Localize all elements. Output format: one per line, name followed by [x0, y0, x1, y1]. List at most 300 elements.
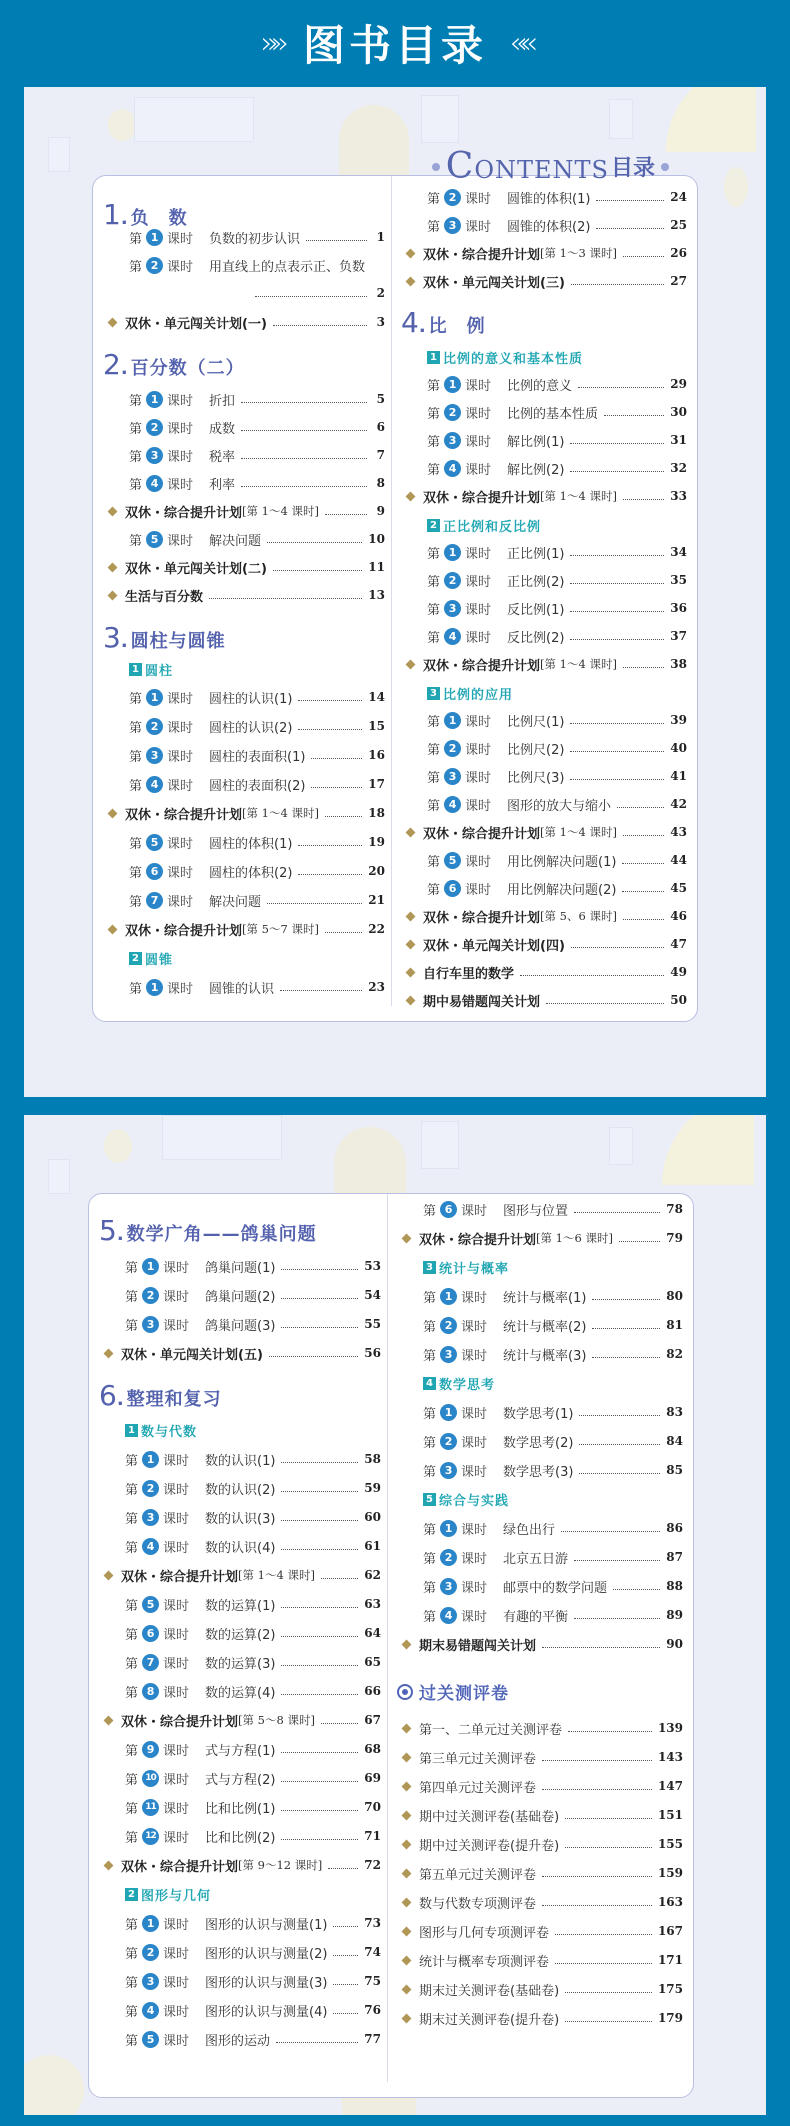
- entry-title: 数与代数专项测评卷: [419, 1896, 537, 1912]
- lesson-suffix: 课时: [167, 449, 194, 465]
- lesson-suffix: 课时: [465, 191, 492, 207]
- subsection-title: 图形与几何: [141, 1889, 212, 1904]
- entry-title: 期中过关测评卷(提升卷): [419, 1838, 560, 1854]
- diamond-icon: [103, 1715, 113, 1725]
- toc-entry[interactable]: [99, 1340, 381, 1366]
- lesson-suffix: 课时: [163, 1917, 190, 1933]
- entry-title: 用比例解决问题(2): [507, 882, 617, 898]
- lesson-prefix: 第: [427, 854, 441, 870]
- toc-entry[interactable]: [103, 713, 385, 739]
- toc-entry[interactable]: [103, 800, 385, 826]
- page-number: 31: [670, 433, 687, 447]
- dot-leader: [298, 845, 362, 846]
- page-number: 78: [666, 1202, 683, 1216]
- lesson-number-badge: 3: [142, 1316, 159, 1333]
- entry-title: 邮票中的数学问题: [503, 1580, 608, 1596]
- entry-title: 数的认识(2): [205, 1482, 276, 1498]
- page-number: 84: [666, 1434, 683, 1448]
- toc-entry[interactable]: [397, 1860, 683, 1886]
- dot-leader: [281, 1298, 358, 1299]
- toc-entry[interactable]: [99, 2026, 381, 2052]
- dot-leader: [325, 514, 367, 515]
- lesson-prefix: 第: [423, 1464, 437, 1480]
- toc-entry[interactable]: [397, 1196, 683, 1222]
- dot-leader: [241, 402, 367, 403]
- subsection-number-badge: 1: [125, 1424, 138, 1437]
- toc-entry[interactable]: [401, 847, 687, 873]
- diamond-icon: [405, 995, 415, 1005]
- lesson-number-badge: 3: [444, 768, 461, 785]
- entry-title: 第四单元过关测评卷: [419, 1780, 537, 1796]
- lesson-number-badge: 1: [440, 1404, 457, 1421]
- toc-entry[interactable]: [397, 1631, 683, 1657]
- dot-leader: [542, 1760, 652, 1761]
- chapter-heading[interactable]: [401, 306, 486, 339]
- toc-entry[interactable]: [397, 1947, 683, 1973]
- page-number: 45: [670, 881, 687, 895]
- entry-title: 反比例(2): [507, 630, 565, 646]
- subsection-heading[interactable]: [125, 1885, 211, 1904]
- toc-entry[interactable]: [103, 554, 385, 580]
- entry-title: 第五单元过关测评卷: [419, 1867, 537, 1883]
- toc-entry[interactable]: [401, 931, 687, 957]
- chapter-dot: .: [116, 1224, 124, 1245]
- chapter-heading[interactable]: [99, 1379, 222, 1412]
- lesson-suffix: 课时: [465, 574, 492, 590]
- dot-leader: [592, 1357, 660, 1358]
- diamond-icon: [107, 506, 117, 516]
- toc-entry[interactable]: [99, 1794, 381, 1820]
- entry-title: 圆柱的表面积(2): [209, 778, 306, 794]
- dot-leader: [325, 932, 362, 933]
- entry-title: 统计与概率(1): [503, 1290, 587, 1306]
- toc-entry[interactable]: [401, 903, 687, 929]
- entry-title: 双休・单元闯关计划(四): [423, 938, 565, 954]
- toc-entry[interactable]: [401, 539, 687, 565]
- lesson-prefix: 第: [125, 1685, 139, 1701]
- page-number: 3: [376, 315, 385, 329]
- dot-leader: [281, 1327, 358, 1328]
- chapter-dot: .: [120, 631, 128, 652]
- entry-title: 双休・综合提升计划: [423, 826, 541, 842]
- entry-title: 用直线上的点表示正、负数: [209, 259, 366, 275]
- dot-leader: [570, 611, 664, 612]
- page-number: 16: [368, 748, 385, 762]
- lesson-prefix: 第: [427, 546, 441, 562]
- lesson-number-badge: 1: [440, 1288, 457, 1305]
- toc-entry[interactable]: [99, 1533, 381, 1559]
- dot-leader: [570, 583, 664, 584]
- lesson-range: [第 1～4 课时]: [540, 825, 617, 839]
- toc-entry[interactable]: [103, 309, 385, 335]
- toc-entry[interactable]: [401, 371, 687, 397]
- toc-entry[interactable]: [99, 1852, 381, 1878]
- subsection-heading[interactable]: [129, 660, 173, 679]
- dot-leader: [325, 816, 362, 817]
- lesson-number-badge: 3: [146, 747, 163, 764]
- subsection-heading[interactable]: [423, 1374, 495, 1393]
- subsection-title: 统计与概率: [439, 1262, 510, 1277]
- dot-leader: [571, 284, 664, 285]
- lesson-prefix: 第: [423, 1551, 437, 1567]
- page-number: 13: [368, 588, 385, 602]
- toc-entry[interactable]: [397, 2005, 683, 2031]
- toc-entry[interactable]: [401, 399, 687, 425]
- toc-entry[interactable]: [99, 1253, 381, 1279]
- toc-entry[interactable]: [99, 1997, 381, 2023]
- diamond-icon: [401, 1926, 411, 1936]
- page-number: 86: [666, 1521, 683, 1535]
- dot-leader: [596, 200, 664, 201]
- toc-entry[interactable]: [401, 707, 687, 733]
- column-divider: [387, 1194, 388, 2082]
- lesson-prefix: 第: [125, 1627, 139, 1643]
- toc-entry[interactable]: [401, 184, 687, 210]
- toc-entry[interactable]: [103, 224, 385, 250]
- entry-title: 比例的基本性质: [507, 406, 599, 422]
- lesson-prefix: 第: [125, 1289, 139, 1305]
- dot-leader: [570, 443, 664, 444]
- lesson-suffix: 课时: [465, 602, 492, 618]
- lesson-number-badge: 2: [444, 740, 461, 757]
- entry-title: 圆锥的体积(1): [507, 191, 591, 207]
- toc-entry[interactable]: [401, 623, 687, 649]
- lesson-suffix: 课时: [167, 393, 194, 409]
- dot-leader: [571, 947, 664, 948]
- subsection-number-badge: 4: [423, 1377, 436, 1390]
- dot-leader: [623, 667, 664, 668]
- lesson-prefix: 第: [427, 378, 441, 394]
- diamond-icon: [405, 827, 415, 837]
- toc-entry[interactable]: [397, 1544, 683, 1570]
- page-number: 64: [364, 1626, 381, 1640]
- toc-entry[interactable]: [397, 1744, 683, 1770]
- toc-entry[interactable]: [401, 483, 687, 509]
- subsection-heading[interactable]: [427, 348, 583, 367]
- toc-entry[interactable]: [401, 595, 687, 621]
- toc-entry[interactable]: [99, 1475, 381, 1501]
- entry-title: 期末易错题闯关计划: [419, 1638, 537, 1654]
- toc-entry[interactable]: [397, 1283, 683, 1309]
- lesson-prefix: 第: [125, 1511, 139, 1527]
- subsection-heading[interactable]: [427, 516, 541, 535]
- chapter-heading[interactable]: [103, 621, 226, 654]
- page-number: 71: [364, 1829, 381, 1843]
- toc-card: [88, 1193, 694, 2098]
- dot-leader: [579, 1473, 660, 1474]
- toc-entry[interactable]: [99, 1736, 381, 1762]
- lesson-suffix: 课时: [163, 2004, 190, 2020]
- test-section-heading[interactable]: [397, 1679, 509, 1704]
- entry-title: 解决问题: [209, 894, 262, 910]
- lesson-prefix: 第: [129, 981, 143, 997]
- chapter-heading[interactable]: [103, 348, 245, 381]
- toc-entry[interactable]: [103, 386, 385, 412]
- toc-entry[interactable]: [103, 771, 385, 797]
- toc-entry[interactable]: [99, 1504, 381, 1530]
- dot-leader: [579, 1444, 660, 1445]
- entry-title: 数的运算(3): [205, 1656, 276, 1672]
- toc-entry[interactable]: [103, 252, 385, 278]
- lesson-prefix: 第: [423, 1290, 437, 1306]
- lesson-suffix: 课时: [163, 1627, 190, 1643]
- lesson-number-badge: 2: [440, 1433, 457, 1450]
- entry-title: 比例的意义: [507, 378, 573, 394]
- toc-entry[interactable]: [397, 1602, 683, 1628]
- lesson-suffix: 课时: [163, 1830, 190, 1846]
- dot-leader: [568, 1731, 652, 1732]
- lesson-number-badge: 2: [440, 1549, 457, 1566]
- diamond-icon: [405, 967, 415, 977]
- lesson-prefix: 第: [125, 1830, 139, 1846]
- entry-title: 双休・综合提升计划: [423, 658, 541, 674]
- subsection-title: 正比例和反比例: [443, 520, 542, 535]
- subsection-number-badge: 2: [129, 952, 142, 965]
- toc-entry[interactable]: [397, 1399, 683, 1425]
- entry-title: 折扣: [209, 393, 236, 409]
- subsection-heading[interactable]: [427, 684, 513, 703]
- lesson-prefix: 第: [125, 1946, 139, 1962]
- toc-entry[interactable]: [103, 858, 385, 884]
- diamond-icon: [405, 248, 415, 258]
- toc-entry[interactable]: [397, 1918, 683, 1944]
- entry-title: 数的运算(2): [205, 1627, 276, 1643]
- toc-entry[interactable]: [99, 1939, 381, 1965]
- toc-entry[interactable]: [401, 791, 687, 817]
- dot-leader: [565, 1818, 652, 1819]
- dot-leader: [209, 598, 362, 599]
- lesson-range: [第 1～3 课时]: [540, 246, 617, 260]
- lesson-range: [第 1～4 课时]: [242, 806, 319, 820]
- lesson-prefix: 第: [427, 770, 441, 786]
- dot-leader: [281, 1549, 358, 1550]
- dot-leader: [333, 1955, 358, 1956]
- bullet-dot-icon: [661, 163, 669, 171]
- chapter-title: 数学广角——鸽巢问题: [126, 1224, 317, 1245]
- toc-entry[interactable]: [397, 1773, 683, 1799]
- toc-entry[interactable]: [103, 829, 385, 855]
- toc-entry[interactable]: [103, 742, 385, 768]
- toc-entry[interactable]: [99, 1910, 381, 1936]
- lesson-suffix: 课时: [465, 219, 492, 235]
- toc-entry[interactable]: [397, 1889, 683, 1915]
- diamond-icon: [401, 1723, 411, 1733]
- toc-entry[interactable]: [103, 442, 385, 468]
- toc-entry[interactable]: [103, 684, 385, 710]
- subsection-heading[interactable]: [129, 949, 173, 968]
- page-number: 38: [670, 657, 687, 671]
- toc-entry[interactable]: [99, 1620, 381, 1646]
- lesson-prefix: 第: [427, 882, 441, 898]
- toc-entry[interactable]: [99, 1591, 381, 1617]
- toc-entry[interactable]: [397, 1831, 683, 1857]
- lesson-number-badge: 1: [444, 712, 461, 729]
- toc-entry[interactable]: [397, 1312, 683, 1338]
- toc-entry[interactable]: [397, 1976, 683, 2002]
- toc-entry[interactable]: [401, 240, 687, 266]
- toc-entry[interactable]: [103, 498, 385, 524]
- page-number: 50: [670, 993, 687, 1007]
- toc-entry[interactable]: [99, 1765, 381, 1791]
- lesson-range: [第 9～12 课时]: [238, 1858, 323, 1872]
- toc-entry[interactable]: [103, 582, 385, 608]
- lesson-range: [第 1～4 课时]: [540, 657, 617, 671]
- toc-entry[interactable]: [103, 414, 385, 440]
- entry-title: 期末过关测评卷(提升卷): [419, 2012, 560, 2028]
- page-number: 87: [666, 1550, 683, 1564]
- entry-title: 比例尺(2): [507, 742, 565, 758]
- toc-entry[interactable]: [99, 1446, 381, 1472]
- page-number: 82: [666, 1347, 683, 1361]
- diamond-icon: [107, 562, 117, 572]
- page-number: 41: [670, 769, 687, 783]
- page-number: 30: [670, 405, 687, 419]
- entry-title: 数的运算(4): [205, 1685, 276, 1701]
- toc-entry[interactable]: [99, 1968, 381, 1994]
- toc-entry[interactable]: [401, 763, 687, 789]
- dot-leader: [542, 1789, 652, 1790]
- toc-entry[interactable]: [401, 212, 687, 238]
- page-number: 79: [666, 1231, 683, 1245]
- decor-rect: [48, 1159, 70, 1194]
- lesson-number-badge: 2: [142, 1480, 159, 1497]
- lesson-prefix: 第: [423, 1609, 437, 1625]
- dot-leader: [241, 458, 367, 459]
- toc-entry[interactable]: [401, 268, 687, 294]
- toc-entry[interactable]: [401, 987, 687, 1013]
- subsection-heading[interactable]: [125, 1421, 197, 1440]
- diamond-icon: [107, 808, 117, 818]
- lesson-number-badge: 5: [146, 531, 163, 548]
- lesson-prefix: 第: [427, 434, 441, 450]
- toc-entry[interactable]: [401, 455, 687, 481]
- toc-entry[interactable]: [401, 735, 687, 761]
- toc-entry[interactable]: [103, 470, 385, 496]
- dot-leader: [542, 1905, 652, 1906]
- toc-entry[interactable]: [401, 819, 687, 845]
- lesson-suffix: 课时: [465, 462, 492, 478]
- lesson-number-badge: 3: [146, 447, 163, 464]
- lesson-number-badge: 3: [142, 1973, 159, 1990]
- dot-leader: [520, 975, 664, 976]
- entry-title: 圆柱的体积(2): [209, 865, 293, 881]
- decor-rect: [134, 97, 254, 142]
- toc-entry[interactable]: [103, 280, 385, 306]
- toc-entry[interactable]: [401, 567, 687, 593]
- subsection-title: 圆柱: [145, 664, 174, 679]
- page-number: 46: [670, 909, 687, 923]
- lesson-prefix: 第: [125, 1260, 139, 1276]
- lesson-prefix: 第: [427, 742, 441, 758]
- entry-title: 双休・单元闯关计划(五): [121, 1347, 263, 1363]
- toc-entry[interactable]: [397, 1515, 683, 1541]
- toc-entry[interactable]: [401, 651, 687, 677]
- toc-entry[interactable]: [103, 916, 385, 942]
- toc-entry[interactable]: [99, 1823, 381, 1849]
- decor-rect: [609, 99, 633, 139]
- lesson-prefix: 第: [129, 778, 143, 794]
- toc-entry[interactable]: [103, 974, 385, 1000]
- page-number: 73: [364, 1916, 381, 1930]
- page-number: 7: [376, 448, 385, 462]
- page-number: 56: [364, 1346, 381, 1360]
- lesson-suffix: 课时: [465, 630, 492, 646]
- lesson-number-badge: 3: [444, 432, 461, 449]
- subsection-title: 综合与实践: [439, 1494, 510, 1509]
- toc-entry[interactable]: [99, 1678, 381, 1704]
- entry-title: 鸽巢问题(1): [205, 1260, 276, 1276]
- toc-entry[interactable]: [401, 959, 687, 985]
- page-number: 47: [670, 937, 687, 951]
- page-number: 36: [670, 601, 687, 615]
- toc-entry[interactable]: [99, 1282, 381, 1308]
- subsection-title: 数学思考: [439, 1378, 496, 1393]
- toc-entry[interactable]: [397, 1715, 683, 1741]
- page-number: 175: [657, 1982, 683, 1996]
- lesson-prefix: 第: [423, 1203, 437, 1219]
- entry-title: 双休・综合提升计划: [125, 505, 243, 521]
- toc-entry[interactable]: [99, 1562, 381, 1588]
- entry-title: 有趣的平衡: [503, 1609, 569, 1625]
- toc-entry[interactable]: [397, 1341, 683, 1367]
- subsection-title: 比例的应用: [443, 688, 514, 703]
- page-number: 24: [670, 190, 687, 204]
- dot-leader: [306, 240, 367, 241]
- lesson-prefix: 第: [125, 1598, 139, 1614]
- lesson-suffix: 课时: [163, 1289, 190, 1305]
- page-number: 66: [364, 1684, 381, 1698]
- page-number: 17: [368, 777, 385, 791]
- bullet-dot-icon: [432, 163, 440, 171]
- toc-entry[interactable]: [99, 1649, 381, 1675]
- lesson-number-badge: 7: [142, 1654, 159, 1671]
- toc-entry[interactable]: [397, 1428, 683, 1454]
- page-number: 159: [657, 1866, 683, 1880]
- subsection-number-badge: 3: [423, 1261, 436, 1274]
- dot-leader: [281, 1839, 358, 1840]
- dot-leader: [281, 1781, 358, 1782]
- toc-entry[interactable]: [397, 1225, 683, 1251]
- lesson-prefix: 第: [129, 720, 143, 736]
- page-number: 67: [364, 1713, 381, 1727]
- lesson-number-badge: 4: [142, 1538, 159, 1555]
- toc-entry[interactable]: [103, 526, 385, 552]
- diamond-icon: [405, 276, 415, 286]
- toc-entry[interactable]: [103, 887, 385, 913]
- toc-entry[interactable]: [397, 1457, 683, 1483]
- lesson-number-badge: 7: [146, 892, 163, 909]
- contents-label: CONTENTS: [445, 146, 609, 187]
- dot-leader: [281, 1491, 358, 1492]
- subsection-number-badge: 1: [427, 351, 440, 364]
- toc-entry[interactable]: [401, 875, 687, 901]
- dot-leader: [574, 1618, 660, 1619]
- toc-entry[interactable]: [99, 1707, 381, 1733]
- lesson-suffix: 课时: [163, 1801, 190, 1817]
- toc-entry[interactable]: [401, 427, 687, 453]
- lesson-prefix: 第: [125, 1656, 139, 1672]
- toc-entry[interactable]: [99, 1311, 381, 1337]
- toc-entry[interactable]: [397, 1802, 683, 1828]
- lesson-suffix: 课时: [167, 894, 194, 910]
- chapter-heading[interactable]: [99, 1214, 317, 1247]
- entry-title: 圆柱的表面积(1): [209, 749, 306, 765]
- subsection-heading[interactable]: [423, 1258, 509, 1277]
- page-number: 49: [670, 965, 687, 979]
- subsection-heading[interactable]: [423, 1490, 509, 1509]
- toc-entry[interactable]: [397, 1573, 683, 1599]
- dot-leader: [617, 807, 664, 808]
